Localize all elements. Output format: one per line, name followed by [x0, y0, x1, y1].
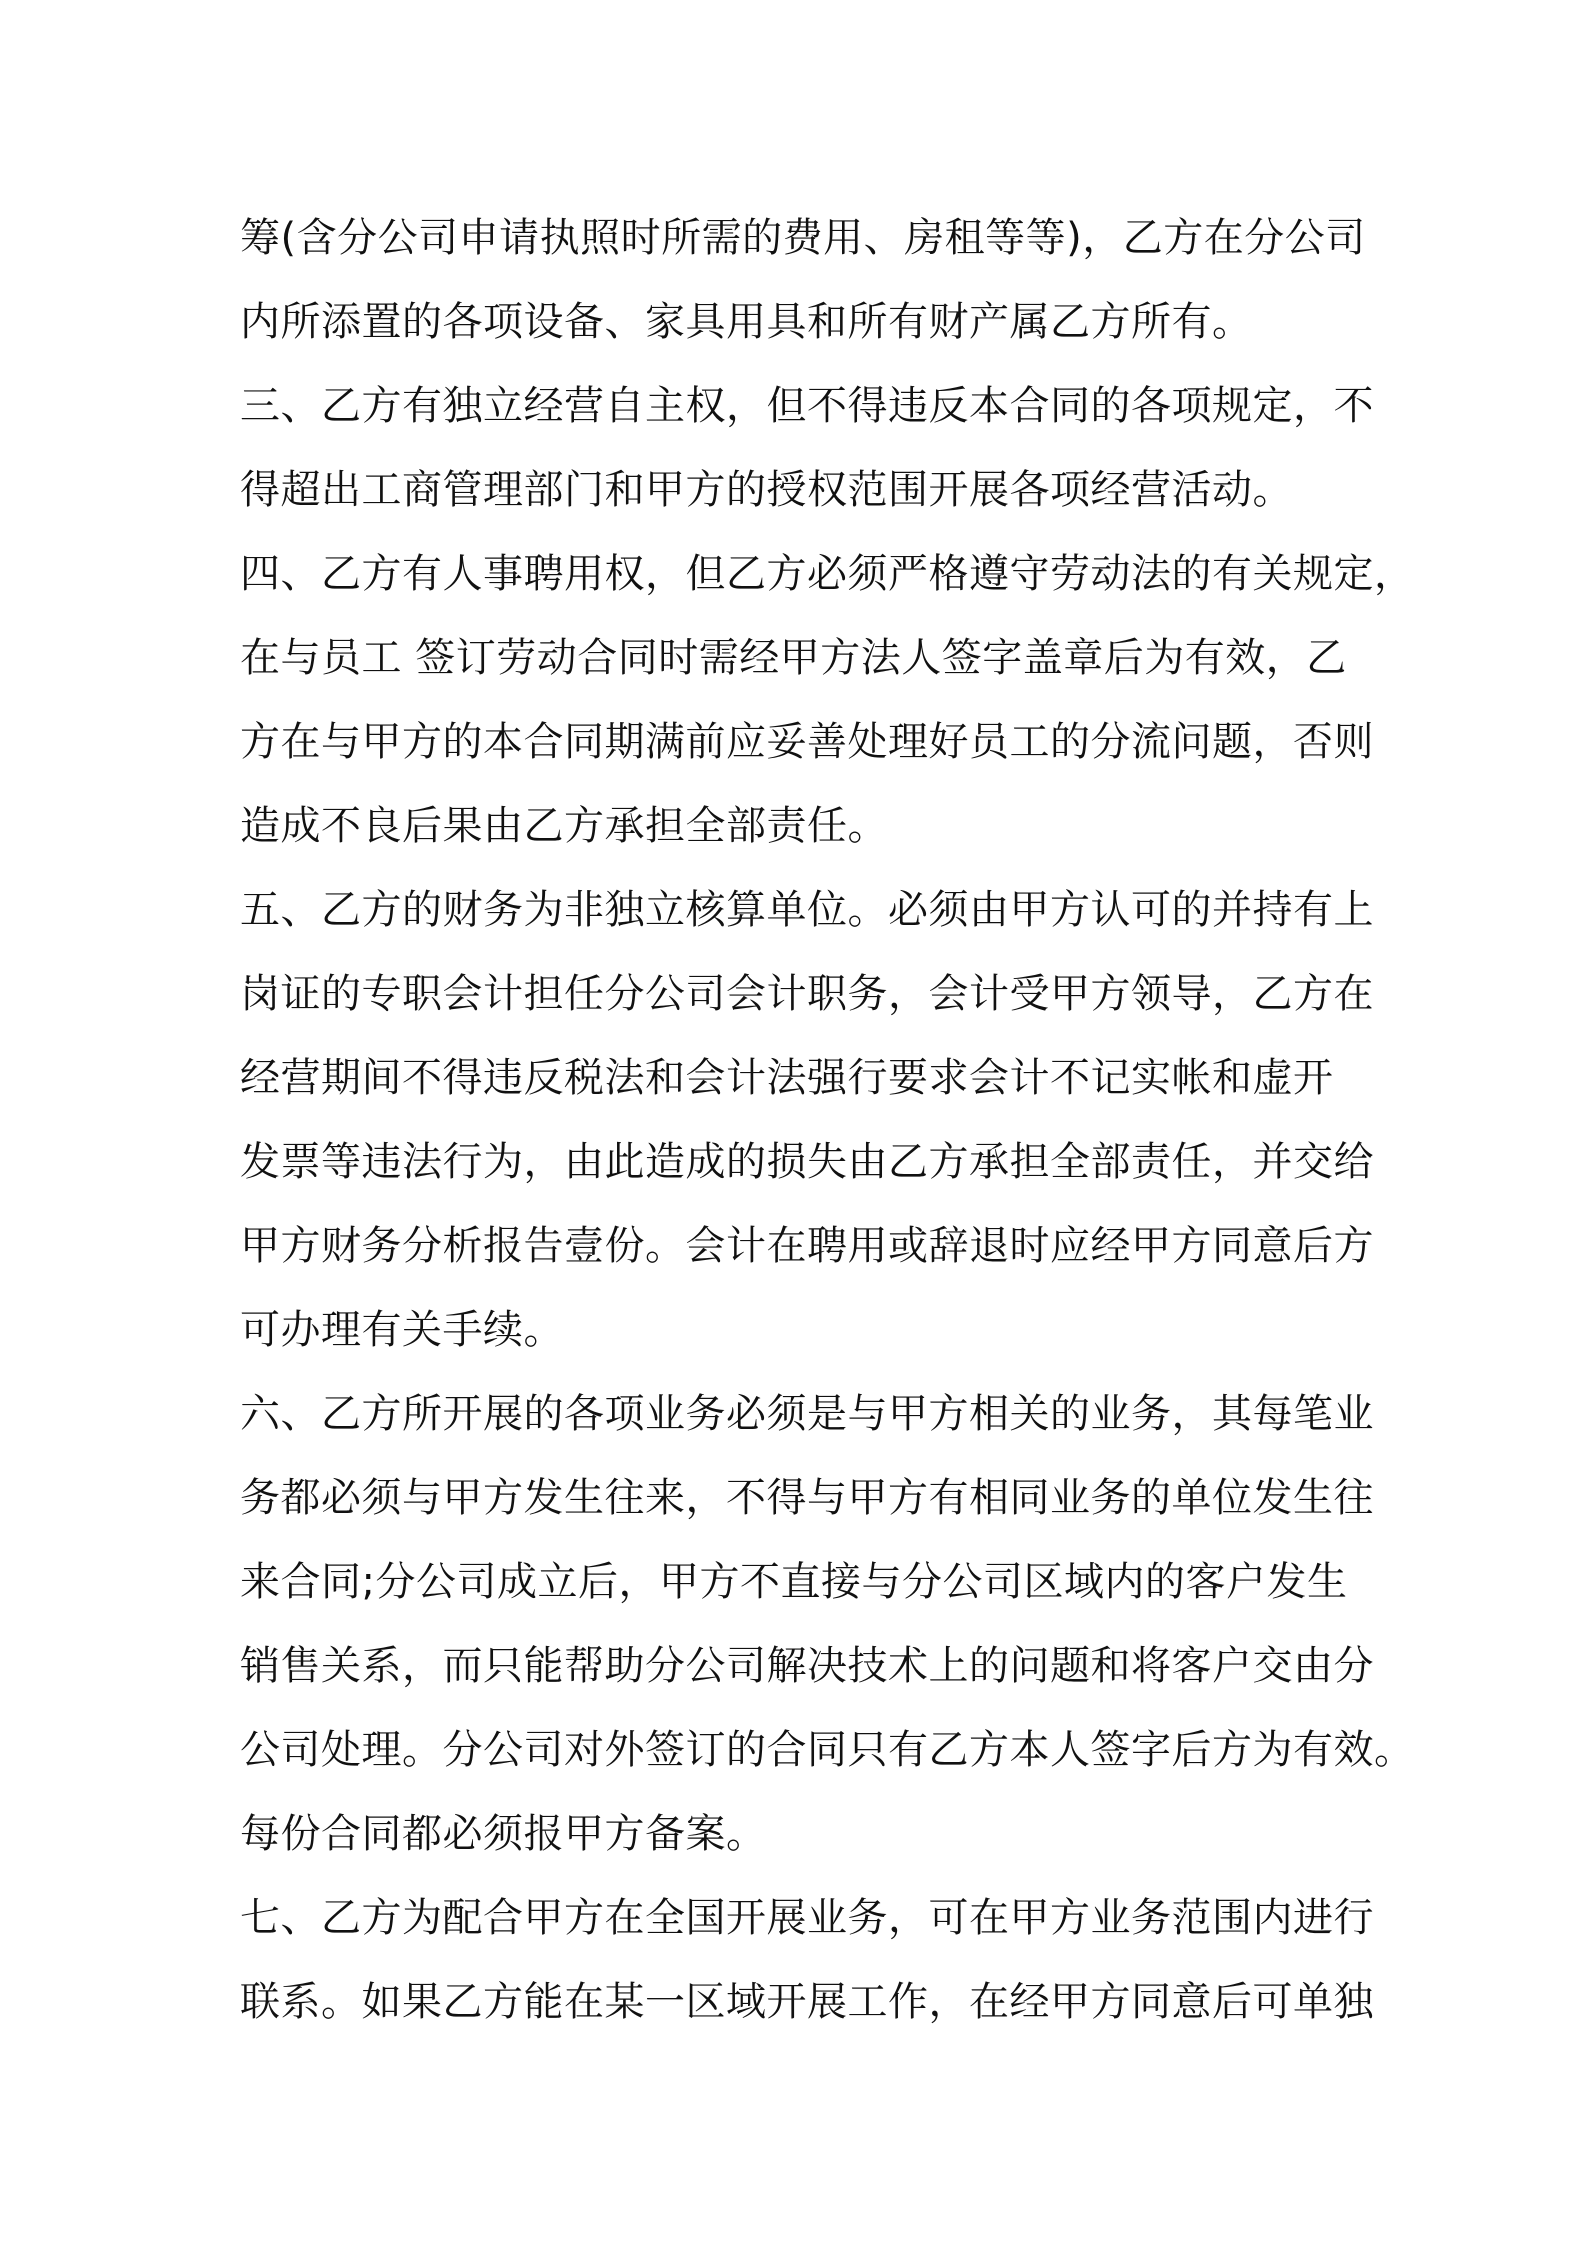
document-body — [240, 196, 1415, 2044]
text-line: 在与员工 签订劳动合同时需经甲方法人签字盖章后为有效，乙 — [240, 635, 1347, 681]
text-line: 经营期间不得违反税法和会计法强行要求会计不记实帐和虚开 — [240, 1055, 1334, 1101]
text-line: 五、乙方的财务为非独立核算单位。必须由甲方认可的并持有上 — [240, 887, 1374, 933]
text-line: 方在与甲方的本合同期满前应妥善处理好员工的分流问题，否则 — [240, 719, 1374, 765]
text-line: 每份合同都必须报甲方备案。 — [240, 1811, 767, 1857]
text-line: 七、乙方为配合甲方在全国开展业务，可在甲方业务范围内进行 — [240, 1895, 1374, 1941]
text-line: 销售关系，而只能帮助分公司解决技术上的问题和将客户交由分 — [240, 1643, 1374, 1689]
text-line: 造成不良后果由乙方承担全部责任。 — [240, 803, 888, 849]
text-line: 务都必须与甲方发生往来，不得与甲方有相同业务的单位发生往 — [240, 1475, 1374, 1521]
text-line: 三、乙方有独立经营自主权，但不得违反本合同的各项规定，不 — [240, 383, 1374, 429]
text-line: 四、乙方有人事聘用权，但乙方必须严格遵守劳动法的有关规定， — [240, 551, 1415, 597]
text-line: 筹(含分公司申请执照时所需的费用、房租等等)，乙方在分公司 — [240, 215, 1366, 261]
text-line: 公司处理。分公司对外签订的合同只有乙方本人签字后方为有效。 — [240, 1727, 1415, 1773]
text-line: 甲方财务分析报告壹份。会计在聘用或辞退时应经甲方同意后方 — [240, 1223, 1374, 1269]
text-line: 内所添置的各项设备、家具用具和所有财产属乙方所有。 — [240, 299, 1253, 345]
text-line: 可办理有关手续。 — [240, 1307, 564, 1353]
text-line: 联系。如果乙方能在某一区域开展工作，在经甲方同意后可单独 — [240, 1979, 1374, 2025]
text-line: 岗证的专职会计担任分公司会计职务，会计受甲方领导，乙方在 — [240, 971, 1374, 1017]
text-line: 发票等违法行为，由此造成的损失由乙方承担全部责任，并交给 — [240, 1139, 1374, 1185]
text-line: 来合同;分公司成立后，甲方不直接与分公司区域内的客户发生 — [240, 1559, 1348, 1605]
text-line: 六、乙方所开展的各项业务必须是与甲方相关的业务，其每笔业 — [240, 1391, 1374, 1437]
text-line: 得超出工商管理部门和甲方的授权范围开展各项经营活动。 — [240, 467, 1293, 513]
